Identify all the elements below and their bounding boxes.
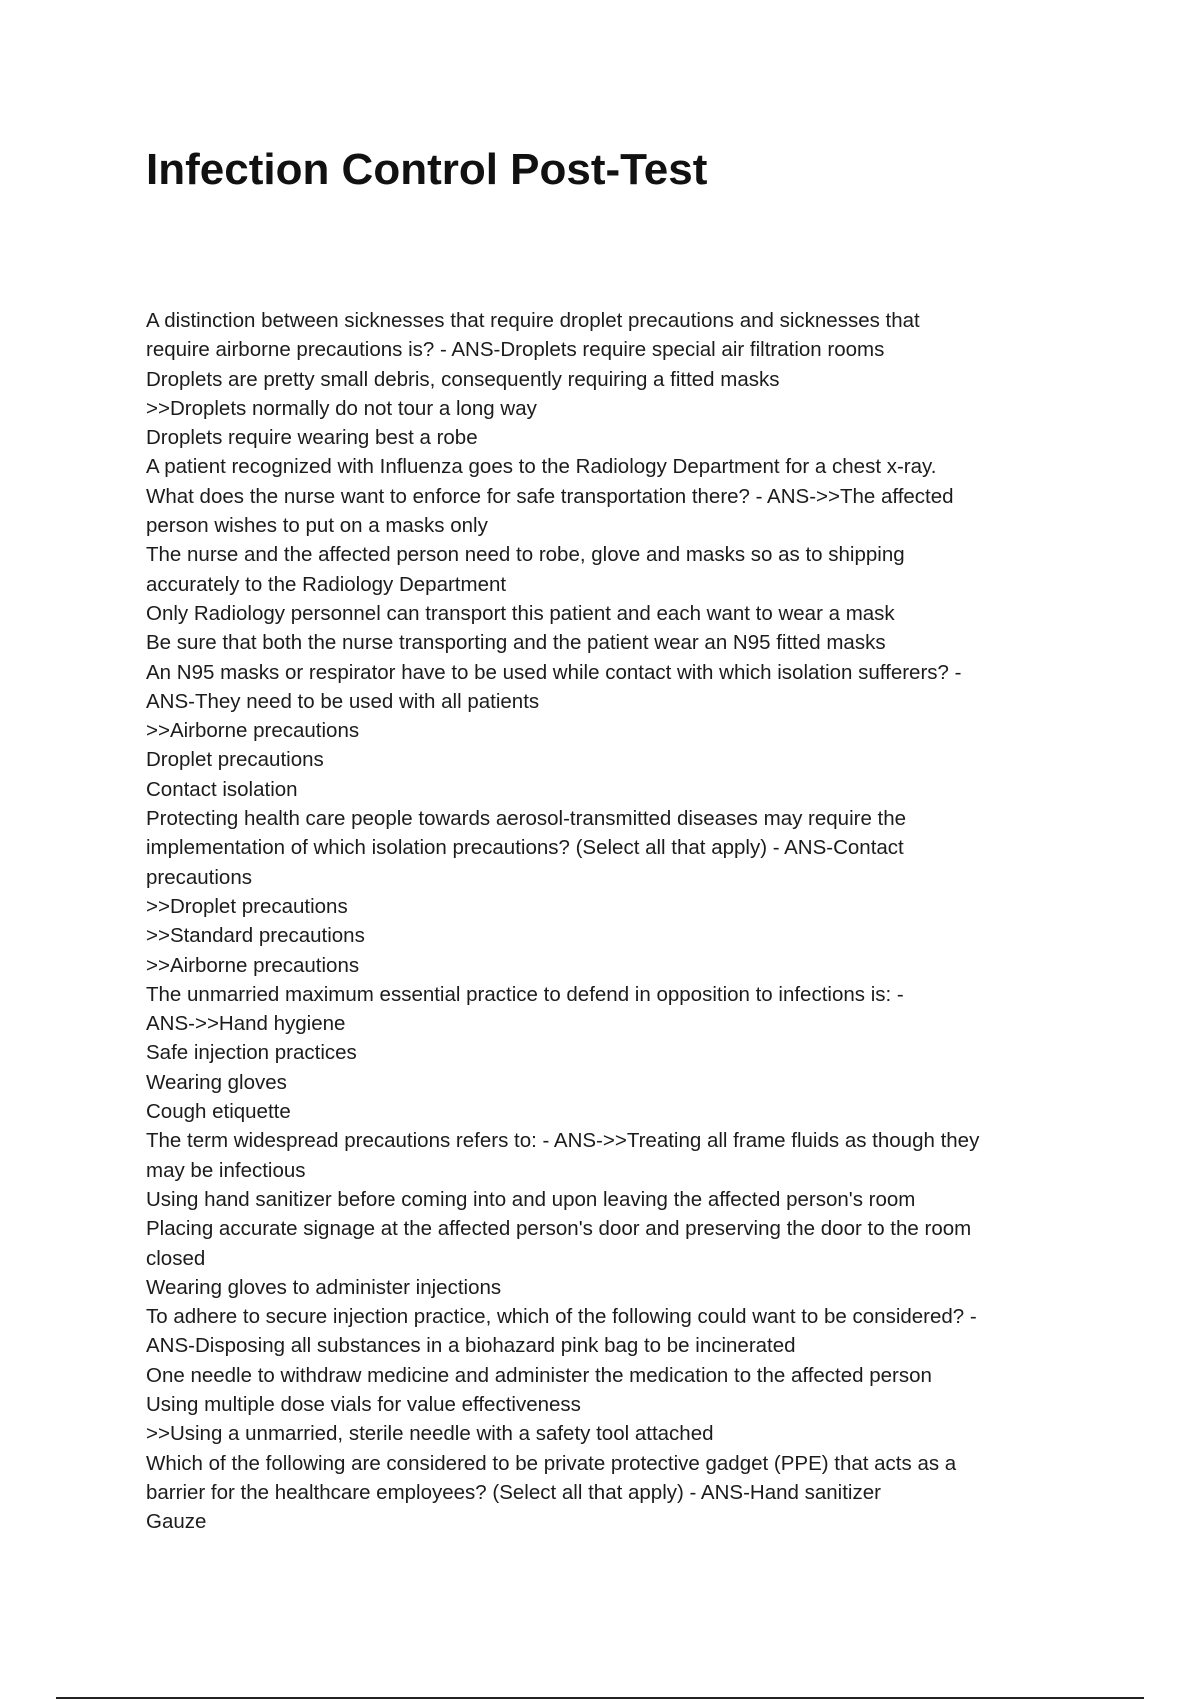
text-line: >>Airborne precautions xyxy=(146,953,360,977)
page-title: Infection Control Post-Test xyxy=(146,145,708,194)
text-line: require airborne precautions is? - ANS-Droplets require special air filtration rooms xyxy=(146,338,885,362)
footer-divider xyxy=(56,1697,1144,1699)
text-line: implementation of which isolation precautions? (Select all that apply) - ANS-Contact xyxy=(146,836,904,860)
text-line: ANS-Disposing all substances in a biohazard pink bag to be incinerated xyxy=(146,1334,796,1358)
text-line: closed xyxy=(146,1246,206,1270)
document-body xyxy=(146,306,1066,1536)
text-line: Droplets require wearing best a robe xyxy=(146,426,478,450)
text-line: >>Droplet precautions xyxy=(146,894,348,918)
text-line: Contact isolation xyxy=(146,777,298,801)
text-line: To adhere to secure injection practice, which of the following could want to be considered? - xyxy=(146,1305,977,1329)
text-line: Droplets are pretty small debris, consequently requiring a fitted masks xyxy=(146,367,780,391)
text-line: >>Standard precautions xyxy=(146,924,365,948)
text-line: Gauze xyxy=(146,1510,207,1534)
text-line: Which of the following are considered to be private protective gadget (PPE) that acts as a xyxy=(146,1451,957,1475)
text-line: Safe injection practices xyxy=(146,1041,357,1065)
text-line: Using multiple dose vials for value effectiveness xyxy=(146,1392,581,1416)
text-line: Be sure that both the nurse transporting and the patient wear an N95 fitted masks xyxy=(146,631,886,655)
text-line: An N95 masks or respirator have to be used while contact with which isolation sufferers? - xyxy=(146,660,962,684)
text-line: barrier for the healthcare employees? (Select all that apply) - ANS-Hand sanitizer xyxy=(146,1480,881,1504)
text-line: What does the nurse want to enforce for safe transportation there? - ANS->>The affected xyxy=(146,484,954,508)
text-line: Droplet precautions xyxy=(146,748,324,772)
text-line: person wishes to put on a masks only xyxy=(146,514,488,538)
text-line: Wearing gloves to administer injections xyxy=(146,1275,502,1299)
text-line: Wearing gloves xyxy=(146,1070,287,1094)
text-line: A distinction between sicknesses that require droplet precautions and sicknesses that xyxy=(146,309,920,332)
text-line: precautions xyxy=(146,865,252,889)
text-line: >>Using a unmarried, sterile needle with a safety tool attached xyxy=(146,1422,714,1446)
text-line: >>Airborne precautions xyxy=(146,719,360,743)
text-line: Protecting health care people towards aerosol-transmitted diseases may require the xyxy=(146,807,907,831)
text-line: A patient recognized with Influenza goes to the Radiology Department for a chest x-ray. xyxy=(146,455,937,479)
text-line: Only Radiology personnel can transport this patient and each want to wear a mask xyxy=(146,601,895,625)
text-line: The unmarried maximum essential practice to defend in opposition to infections is: - xyxy=(146,982,904,1006)
text-line: The nurse and the affected person need to robe, glove and masks so as to shipping xyxy=(146,543,905,567)
text-line: accurately to the Radiology Department xyxy=(146,572,507,596)
text-line: may be infectious xyxy=(146,1158,306,1182)
text-line: ANS-They need to be used with all patients xyxy=(146,689,540,713)
text-line: >>Droplets normally do not tour a long way xyxy=(146,396,537,420)
text-line: The term widespread precautions refers to: - ANS->>Treating all frame fluids as though they xyxy=(146,1129,980,1153)
text-line: Using hand sanitizer before coming into and upon leaving the affected person's room xyxy=(146,1187,916,1211)
text-line: ANS->>Hand hygiene xyxy=(146,1012,346,1036)
text-line: Cough etiquette xyxy=(146,1100,291,1124)
text-line: Placing accurate signage at the affected person's door and preserving the door to the room xyxy=(146,1217,972,1241)
text-line: One needle to withdraw medicine and administer the medication to the affected person xyxy=(146,1363,932,1387)
